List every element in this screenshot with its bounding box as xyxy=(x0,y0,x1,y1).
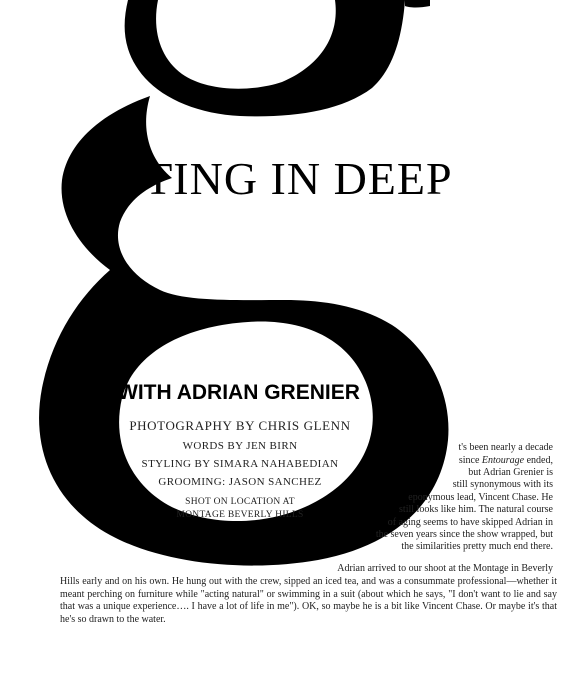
paragraph-line: t's been nearly a decade xyxy=(458,442,553,453)
paragraph-line: since Entourage ended, xyxy=(458,455,553,466)
article-paragraph-2: Hills early and on his own. He hung out with the crew, sipped an iced tea, and was a consummate professional—whether it meant perching on furniture while "acting natural" or swimming in a suit (about which he says, "I don't want to lie and say that was a unique experience…. I have a lot of life in me"). OK, so maybe he is a bit like Vincent Chase. Or maybe it's that he's so drawn to the water. xyxy=(60,576,557,625)
paragraph-line: still looks like him. The natural course xyxy=(399,504,553,515)
paragraph-line: the seven years since the show wrapped, but xyxy=(375,529,553,540)
credit-words: WORDS BY JEN BIRN xyxy=(182,440,298,452)
paragraph-2-first-line: Adrian arrived to our shoot at the Montage in Beverly xyxy=(337,563,553,574)
subhead: WITH ADRIAN GRENIER xyxy=(118,381,360,404)
credit-grooming: GROOMING: JASON SANCHEZ xyxy=(158,476,322,488)
credit-location xyxy=(90,496,390,522)
paragraph-line: the similarities pretty much end there. xyxy=(401,541,553,552)
letter-g-ear xyxy=(405,0,430,8)
paragraph-line: eponymous lead, Vincent Chase. He xyxy=(408,492,553,503)
letter-g-upper-bowl xyxy=(62,0,405,116)
paragraph-line: but Adrian Grenier is xyxy=(468,467,553,478)
show-title: Entourage xyxy=(481,455,525,466)
paragraph-line: still synonymous with its xyxy=(452,479,553,490)
credit-styling: STYLING BY SIMARA NAHABEDIAN xyxy=(141,458,339,470)
credit-photography: PHOTOGRAPHY BY CHRIS GLENN xyxy=(129,418,351,433)
paragraph-line: of aging seems to have skipped Adrian in xyxy=(387,517,553,528)
credit-location-line2: MONTAGE BEVERLY HILLS xyxy=(176,510,304,520)
headline: ETTING IN DEEP xyxy=(86,153,453,204)
drop-cap: I xyxy=(427,433,442,482)
credit-location-line1: SHOT ON LOCATION AT xyxy=(185,497,295,507)
